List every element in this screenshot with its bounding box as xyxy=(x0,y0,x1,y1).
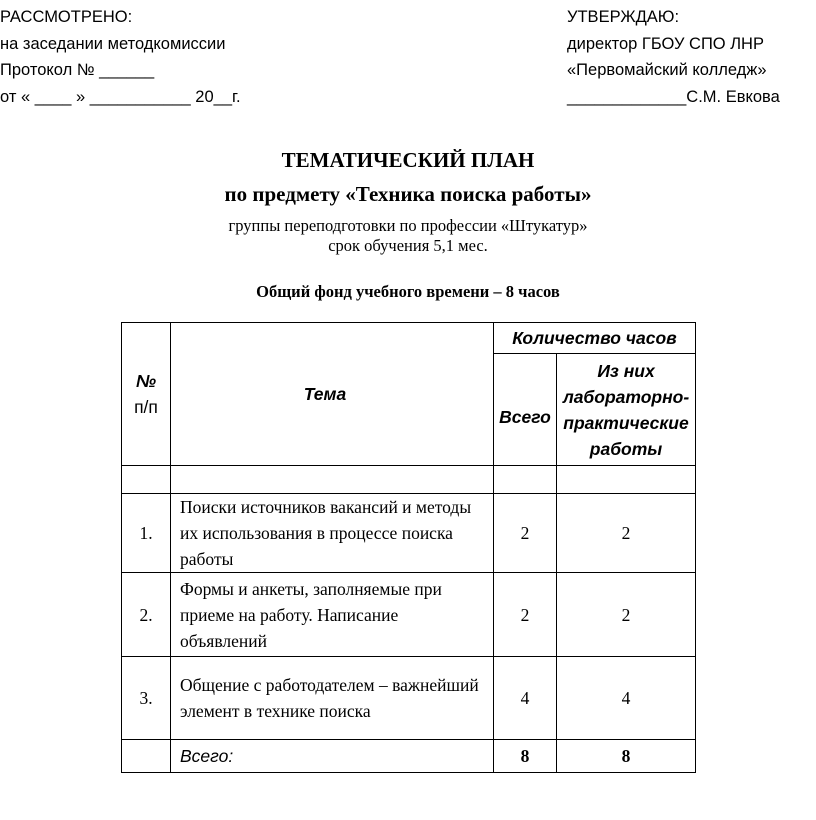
row-topic: Поиски источников вакансий и методы их использования в процессе поиска работы xyxy=(171,494,494,573)
row-lab: 2 xyxy=(557,494,696,573)
table-row xyxy=(122,657,696,740)
term-line: срок обучения 5,1 мес. xyxy=(328,236,488,255)
group-info xyxy=(0,216,816,256)
document-subtitle: по предмету «Техника поиска работы» xyxy=(224,182,592,206)
total-label: Всего: xyxy=(171,740,494,773)
thematic-plan-table xyxy=(121,322,696,773)
total-sum: 8 xyxy=(494,740,557,773)
director-line: директор ГБОУ СПО ЛНР xyxy=(567,34,764,53)
document-title: ТЕМАТИЧЕСКИЙ ПЛАН xyxy=(281,148,535,172)
college-line: «Первомайский колледж» xyxy=(567,61,767,79)
row-num: 1. xyxy=(122,494,171,573)
approval-block-right xyxy=(567,4,780,110)
empty-cell xyxy=(122,466,171,494)
row-num: 2. xyxy=(122,573,171,657)
table-row xyxy=(122,494,696,573)
commission-line: на заседании методкомиссии xyxy=(0,34,226,53)
date-line: от « ____ » ___________ 20__г. xyxy=(0,87,241,106)
num-symbol: № xyxy=(135,371,157,391)
protocol-line: Протокол № ______ xyxy=(0,61,155,79)
group-line: группы переподготовки по профессии «Штукатур» xyxy=(228,216,588,235)
row-total: 4 xyxy=(494,657,557,740)
approval-block-left xyxy=(0,4,241,110)
col-num-header xyxy=(122,323,171,466)
approve-label: УТВЕРЖДАЮ: xyxy=(567,8,680,26)
row-num: 3. xyxy=(122,657,171,740)
table-total-row xyxy=(122,740,696,773)
row-topic: Общение с работодателем – важнейший элемент в технике поиска xyxy=(171,657,494,740)
row-topic: Формы и анкеты, заполняемые при приеме на работу. Написание объявлений xyxy=(171,573,494,657)
row-total: 2 xyxy=(494,494,557,573)
total-lab-sum: 8 xyxy=(557,740,696,773)
row-lab: 4 xyxy=(557,657,696,740)
study-time-fund: Общий фонд учебного времени – 8 часов xyxy=(256,282,560,301)
col-lab-header: Из них лабораторно-практические работы xyxy=(557,354,696,466)
signature-line: _____________С.М. Евкова xyxy=(567,87,780,106)
table-row xyxy=(122,573,696,657)
empty-cell xyxy=(171,466,494,494)
col-topic-header: Тема xyxy=(171,323,494,466)
col-total-header: Всего xyxy=(494,354,557,466)
table-header-row xyxy=(122,323,696,354)
row-total: 2 xyxy=(494,573,557,657)
empty-cell xyxy=(494,466,557,494)
table-row-empty xyxy=(122,466,696,494)
col-hours-header: Количество часов xyxy=(494,323,696,354)
reviewed-label: РАССМОТРЕНО: xyxy=(0,8,133,26)
num-sub: п/п xyxy=(134,397,158,417)
row-lab: 2 xyxy=(557,573,696,657)
empty-cell xyxy=(557,466,696,494)
empty-cell xyxy=(122,740,171,773)
